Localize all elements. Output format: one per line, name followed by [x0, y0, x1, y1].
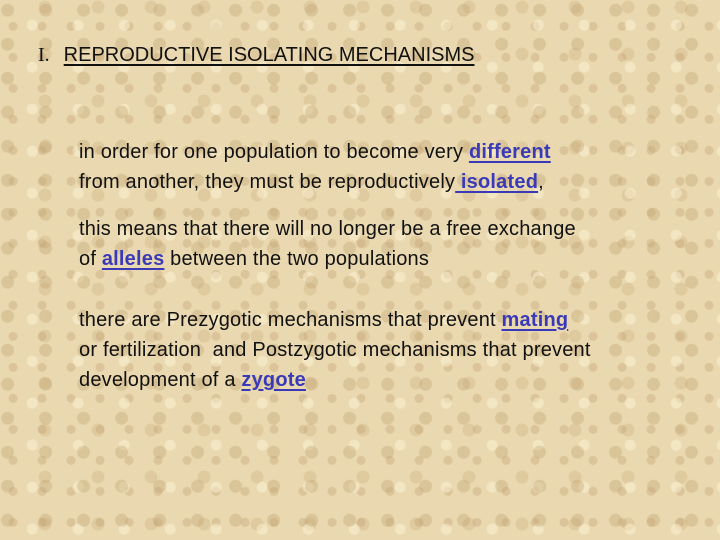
paragraph-alleles: [79, 214, 576, 274]
paragraph-line: [79, 305, 591, 335]
body-text: or fertilization and Postzygotic mechanisms that prevent: [79, 339, 591, 361]
paragraph-line: [79, 214, 576, 244]
body-text: development of a: [79, 369, 242, 391]
keyword-link-alleles[interactable]: alleles: [101, 248, 165, 270]
keyword-link-different[interactable]: different: [468, 141, 551, 163]
heading-number: I.: [38, 44, 50, 66]
body-text: in order for one population to become very: [79, 141, 469, 163]
body-text: there are Prezygotic mechanisms that prevent: [79, 309, 502, 331]
slide-heading: [38, 42, 474, 68]
paragraph-different: [79, 137, 551, 197]
keyword-link-zygote[interactable]: zygote: [241, 369, 306, 391]
keyword-link-mating[interactable]: mating: [501, 309, 569, 331]
body-text: from another, they must be reproductively: [79, 171, 456, 193]
body-text: of: [79, 248, 102, 270]
body-text: ,: [538, 171, 544, 193]
paragraph-line: [79, 335, 591, 365]
paragraph-line: [79, 244, 576, 274]
keyword-link-isolated[interactable]: isolated: [455, 171, 539, 193]
body-text: between the two populations: [164, 248, 430, 270]
paragraph-line: [79, 365, 591, 395]
paragraph-mechanisms: [79, 305, 591, 395]
body-text: this means that there will no longer be a free exchange: [79, 218, 576, 240]
heading-title: REPRODUCTIVE ISOLATING MECHANISMS: [63, 44, 475, 66]
paragraph-line: [79, 167, 551, 197]
paragraph-line: [79, 137, 551, 167]
